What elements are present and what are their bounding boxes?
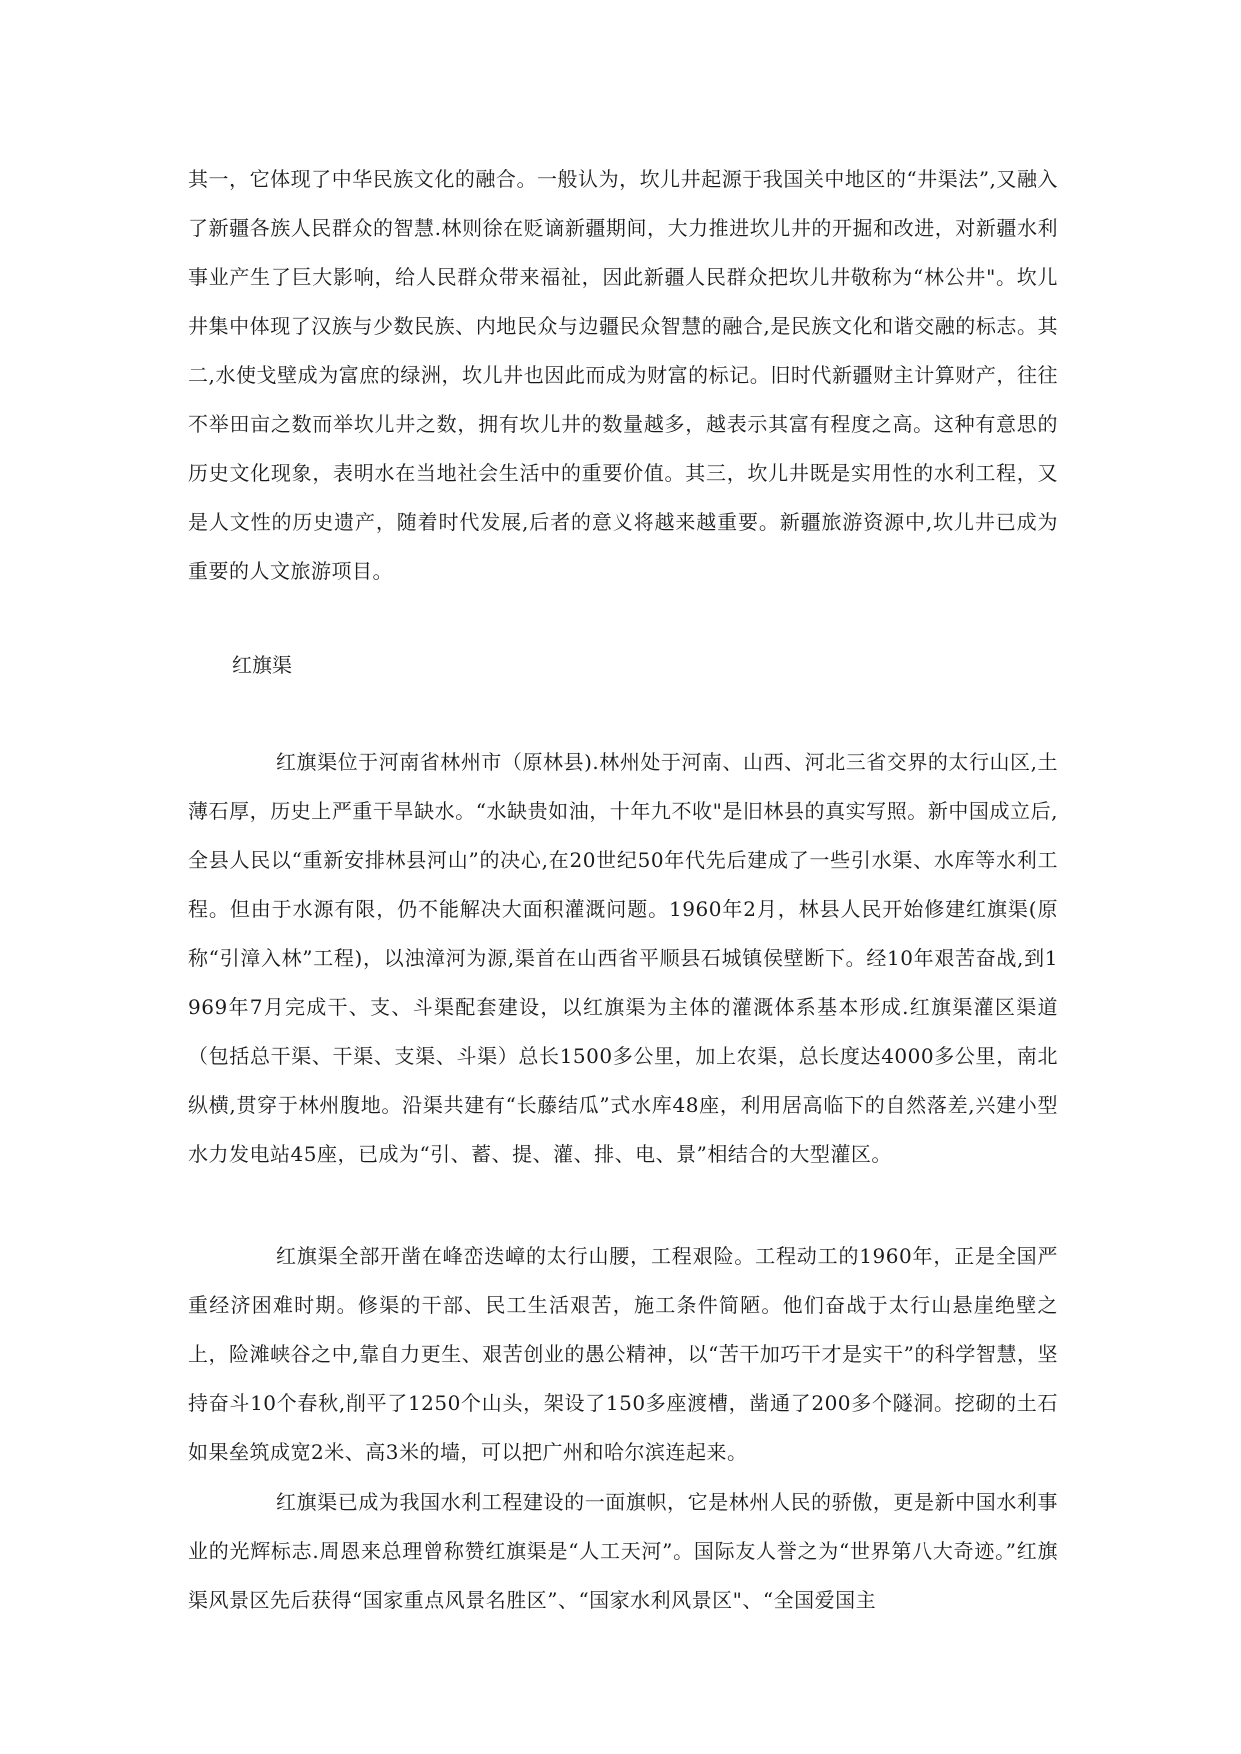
paragraph-hongqi-canal-legacy: 红旗渠已成为我国水利工程建设的一面旗帜，它是林州人民的骄傲，更是新中国水利事业的光辉标志.周恩来总理曾称赞红旗渠是“人工天河”。国际友人誉之为“世界第八大奇迹。”红旗渠风景区先后获得“国家重点风景名胜区”、“国家水利风景区"、“全国爱国主: [188, 1490, 1058, 1612]
paragraph-hongqi-canal-construction: 红旗渠全部开凿在峰峦迭嶂的太行山腰，工程艰险。工程动工的1960年，正是全国严重经济困难时期。修渠的干部、民工生活艰苦，施工条件简陋。他们奋战于太行山悬崖绝壁之上，险滩峡谷之中,靠自力更生、艰苦创业的愚公精神，以“苦干加巧干才是实干”的科学智慧，坚持奋斗10个春秋,削平了1250个山头，架设了150多座渡槽，凿通了200多个隧洞。挖砌的土石如果垒筑成宽2米、高3米的墙，可以把广州和哈尔滨连起来。: [188, 1244, 1058, 1464]
paragraph-karez-significance: 其一，它体现了中华民族文化的融合。一般认为，坎儿井起源于我国关中地区的“井渠法”,又融入了新疆各族人民群众的智慧.林则徐在贬谪新疆期间，大力推进坎儿井的开掘和改进，对新疆水利事业产生了巨大影响，给人民群众带来福祉，因此新疆人民群众把坎儿井敬称为“林公井"。坎儿井集中体现了汉族与少数民族、内地民众与边疆民众智慧的融合,是民族文化和谐交融的标志。其二,水使戈壁成为富庶的绿洲，坎儿井也因此而成为财富的标记。旧时代新疆财主计算财产，往往不举田亩之数而举坎儿井之数，拥有坎儿井的数量越多，越表示其富有程度之高。这种有意思的历史文化现象，表明水在当地社会生活中的重要价值。其三，坎儿井既是实用性的水利工程，又是人文性的历史遗产，随着时代发展,后者的意义将越来越重要。新疆旅游资源中,坎儿井已成为重要的人文旅游项目。: [188, 167, 1058, 583]
section-heading-hongqi-canal: 红旗渠: [232, 653, 292, 677]
paragraph-hongqi-canal-intro: 红旗渠位于河南省林州市（原林县).林州处于河南、山西、河北三省交界的太行山区,土薄石厚，历史上严重干旱缺水。“水缺贵如油，十年九不收"是旧林县的真实写照。新中国成立后,全县人民以“重新安排林县河山”的决心,在20世纪50年代先后建成了一些引水渠、水库等水利工程。但由于水源有限，仍不能解决大面积灌溉问题。1960年2月，林县人民开始修建红旗渠(原称“引漳入林”工程)，以浊漳河为源,渠首在山西省平顺县石城镇侯壁断下。经10年艰苦奋战,到1969年7月完成干、支、斗渠配套建设，以红旗渠为主体的灌溉体系基本形成.红旗渠灌区渠道（包括总干渠、干渠、支渠、斗渠）总长1500多公里，加上农渠，总长度达4000多公里，南北纵横,贯穿于林州腹地。沿渠共建有“长藤结瓜”式水库48座，利用居高临下的自然落差,兴建小型水力发电站45座，已成为“引、蓄、提、灌、排、电、景”相结合的大型灌区。: [188, 750, 1058, 1166]
